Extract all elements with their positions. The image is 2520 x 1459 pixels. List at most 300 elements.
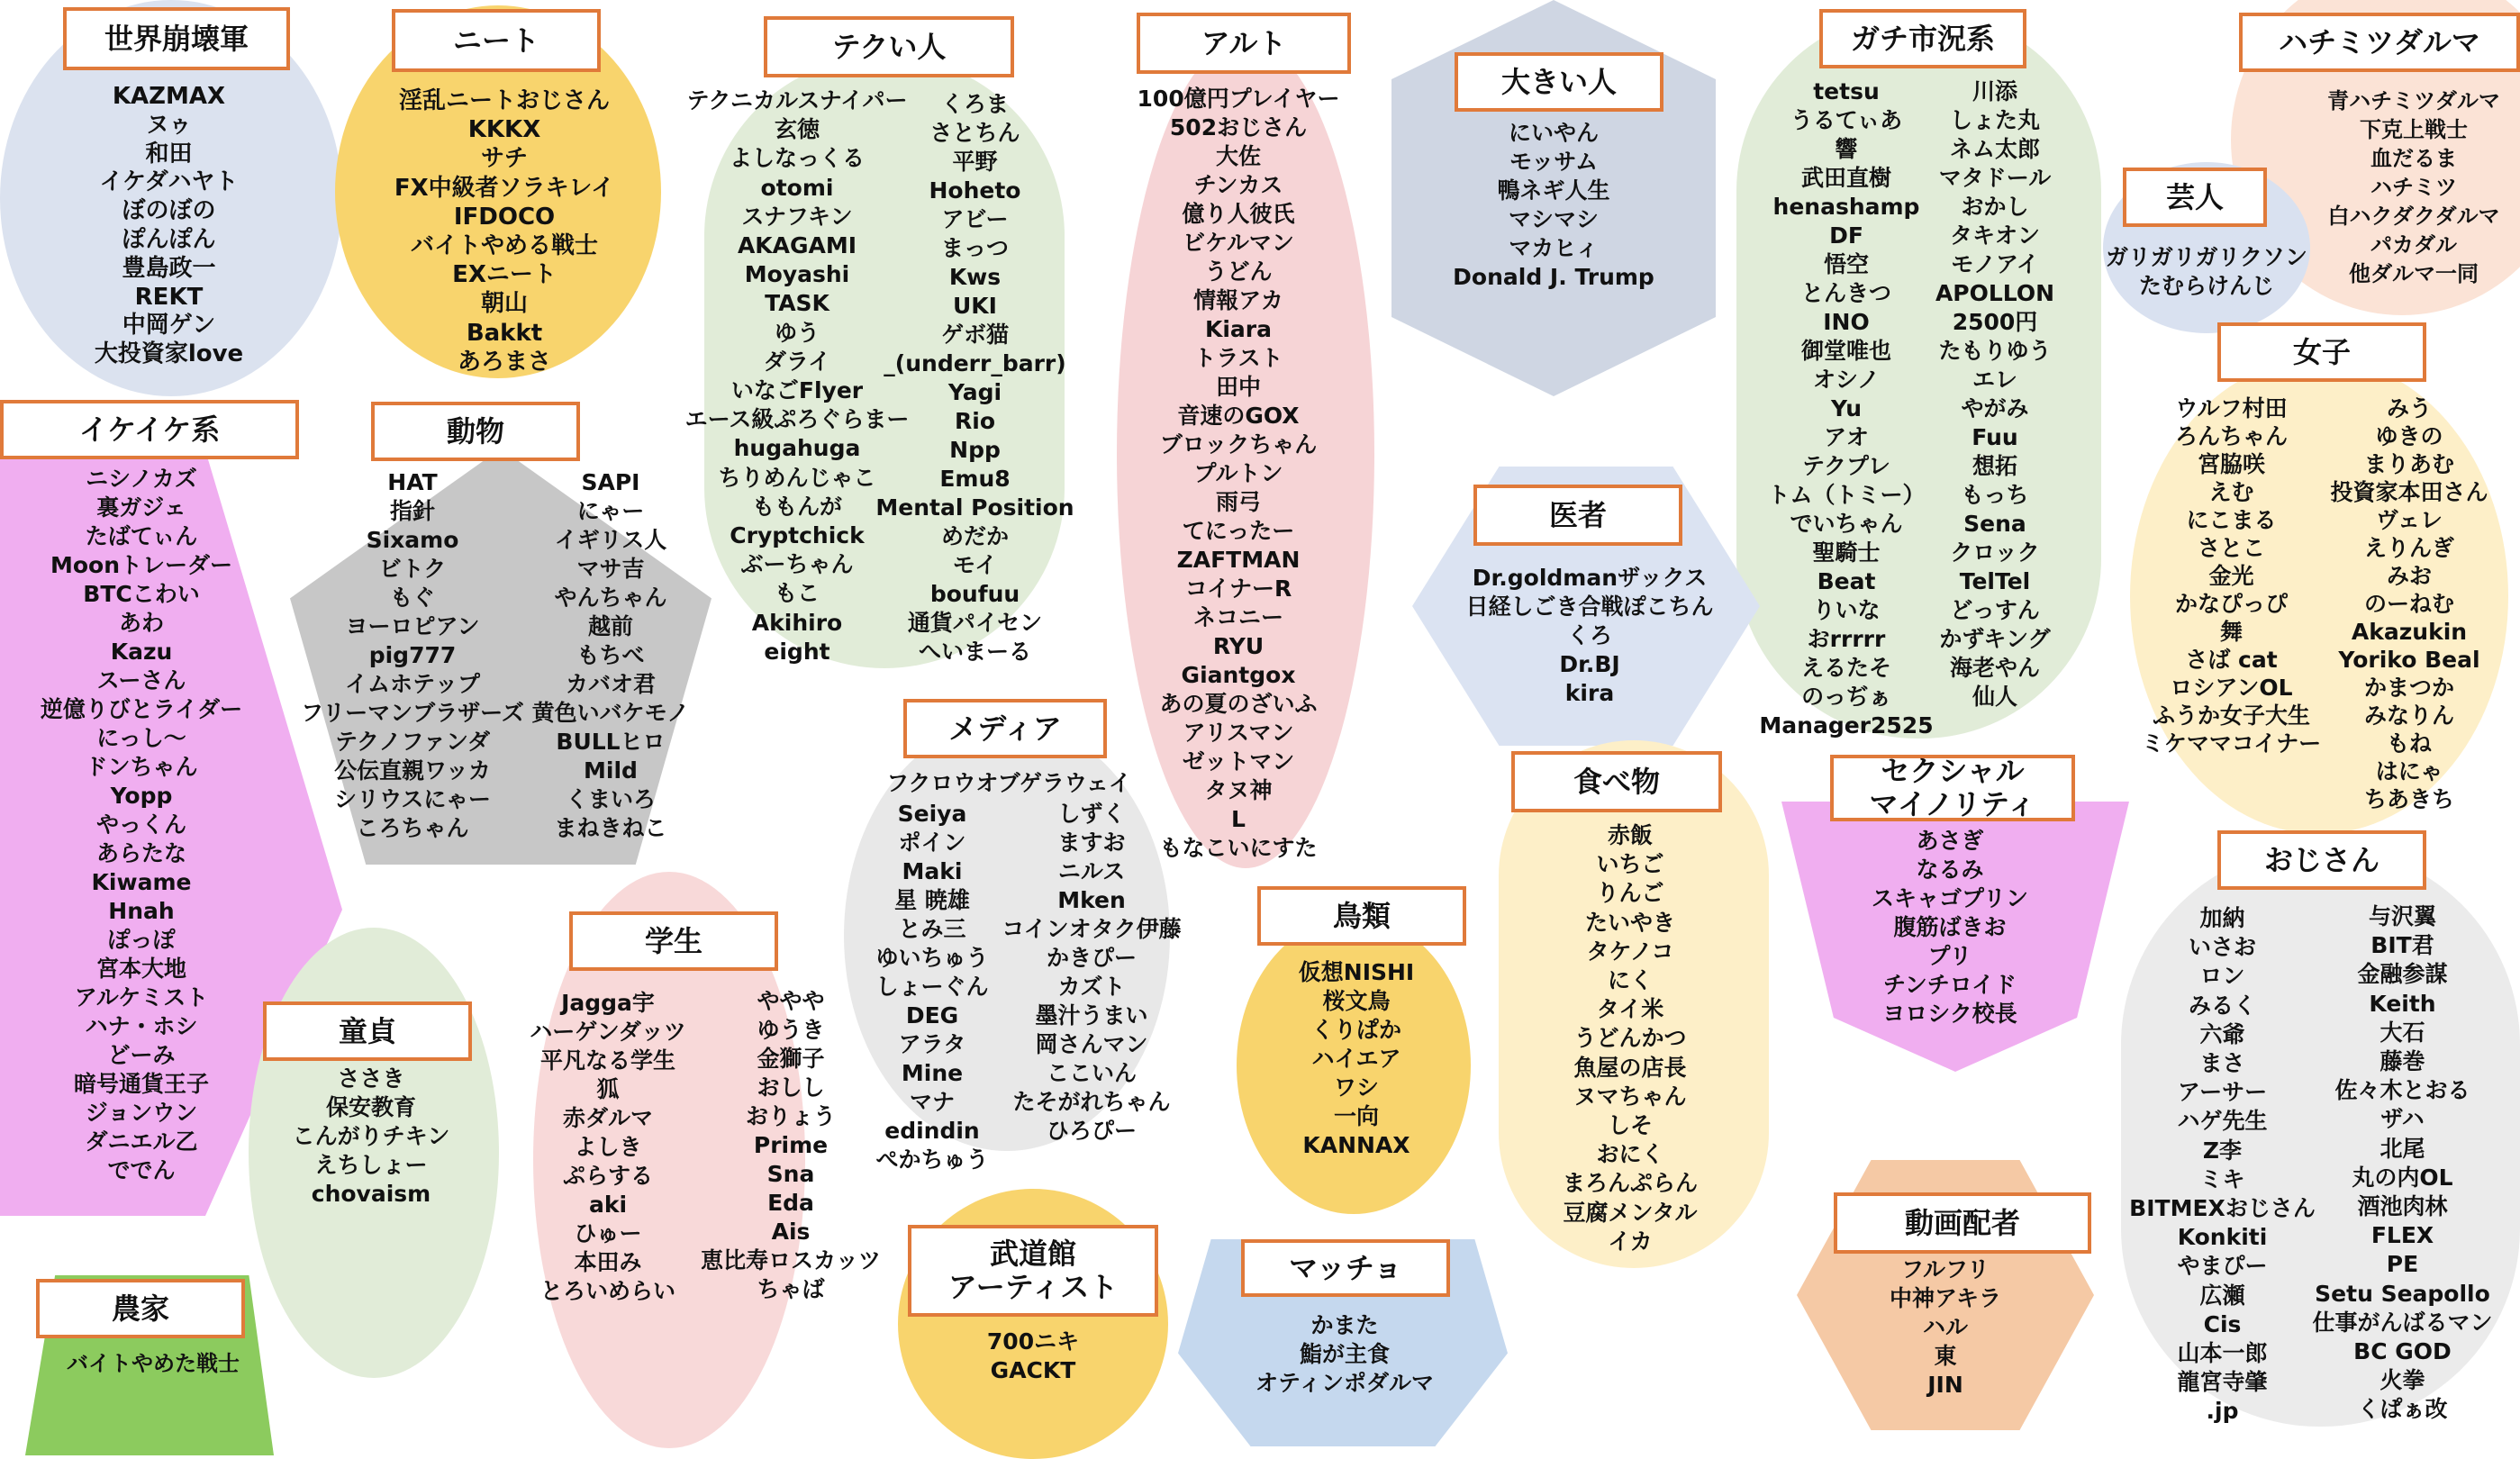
member-name: ますお	[1057, 829, 1126, 856]
member-name: chovaism	[311, 1181, 431, 1207]
member-name: ハゲ先生	[2177, 1108, 2268, 1135]
member-name: とろいめらい	[539, 1278, 675, 1304]
member-name: テクプレ	[1801, 453, 1890, 479]
member-name: 他ダルマ一同	[2349, 261, 2479, 286]
member-name: ミケママコイナー	[2141, 730, 2322, 757]
member-name: Dr.goldmanザックス	[1472, 565, 1708, 591]
member-name: ぼのぼの	[122, 197, 216, 225]
member-name: ハイエア	[1311, 1046, 1401, 1072]
member-name: ふうか女子大生	[2152, 702, 2310, 729]
member-name: くろ	[1566, 622, 1612, 648]
member-name: ダニエル乙	[85, 1128, 198, 1155]
member-name: マサ吉	[576, 556, 645, 582]
member-name: かまつか	[2363, 675, 2454, 701]
member-name: アラタ	[898, 1031, 966, 1057]
member-name: よしき	[574, 1134, 642, 1160]
member-name: ぽんぽん	[122, 225, 216, 253]
member-name: オティンポダルマ	[1255, 1370, 1434, 1396]
member-name: BITMEXおじさん	[2129, 1195, 2316, 1222]
member-name: 桜文鳥	[1322, 988, 1391, 1014]
member-name: のっぢぁ	[1801, 684, 1891, 710]
group-gachi-members	[1759, 77, 1934, 740]
member-name: ろんちゃん	[2174, 423, 2288, 449]
member-name: 火拳	[2379, 1367, 2425, 1394]
member-name: edindin	[884, 1118, 980, 1144]
member-name: とんきつ	[1800, 280, 1891, 306]
member-name: 加納	[2199, 905, 2245, 931]
member-name: Kazu	[110, 639, 173, 665]
member-name: スーさん	[96, 667, 186, 693]
member-name: 暗号通貨王子	[73, 1071, 209, 1097]
member-name: かまた	[1310, 1312, 1379, 1338]
member-name: 腹筋ばきお	[1893, 914, 2007, 940]
member-name: kira	[1564, 680, 1615, 706]
group-sekai-title: 世界崩壊軍	[63, 7, 290, 70]
member-name: ロシアンOL	[2170, 675, 2293, 701]
member-name: 墨汁うまい	[1035, 1002, 1148, 1029]
member-name: たむらけんじ	[2138, 273, 2274, 299]
member-name: 御堂唯也	[1800, 338, 1891, 364]
member-name: もちべ	[576, 642, 645, 668]
member-name: でいちゃん	[1790, 511, 1903, 537]
member-name: EXニート	[452, 261, 557, 289]
member-name: IFDOCO	[453, 203, 556, 231]
member-name: おかし	[1961, 194, 2029, 220]
member-name: Yopp	[110, 783, 173, 809]
member-name: 大石	[2379, 1019, 2425, 1046]
member-name: BIT君	[2370, 932, 2434, 959]
member-name: ニルス	[1057, 858, 1126, 884]
group-ikekei-title: イケイケ系	[0, 400, 299, 459]
member-name: KANNAX	[1302, 1132, 1410, 1158]
member-name: やがみ	[1961, 395, 2029, 421]
member-name: 魚屋の店長	[1573, 1054, 1687, 1081]
member-name: 東	[1934, 1343, 1957, 1369]
member-name: BTCこわい	[83, 581, 200, 607]
member-name: タヌ神	[1204, 777, 1273, 803]
member-name: 血だるま	[2370, 146, 2457, 171]
member-name: 黄色いバケモノ	[531, 700, 690, 726]
member-name: ネコニー	[1192, 604, 1283, 630]
member-name: ハチミツ	[2370, 175, 2457, 200]
member-name: くろま	[940, 91, 1009, 117]
member-name: 大佐	[1215, 143, 1261, 169]
member-name: テクノファンダ	[334, 729, 490, 755]
group-tekujin-title: テクい人	[764, 16, 1014, 77]
member-name: 白ハクダクダルマ	[2327, 204, 2500, 229]
member-name: なるみ	[1916, 856, 1984, 883]
member-name: Prime	[753, 1132, 829, 1158]
group-gakusei-title: 学生	[569, 911, 778, 971]
member-name: 億り人彼氏	[1182, 201, 1295, 227]
member-name: さば cat	[2185, 647, 2278, 673]
member-name: ジョンウン	[85, 1100, 198, 1126]
member-name: Kws	[948, 264, 1002, 290]
member-name: 仕事がんばるマン	[2312, 1309, 2493, 1336]
member-name: 北尾	[2379, 1135, 2425, 1162]
member-name: 金獅子	[757, 1046, 825, 1072]
member-name: 502おじさん	[1169, 114, 1308, 140]
member-name: ザハ	[2380, 1106, 2425, 1133]
member-name: 藤巻	[2379, 1048, 2425, 1075]
member-name: ここいん	[1046, 1060, 1137, 1086]
member-name: やんちゃん	[554, 585, 667, 611]
member-name: タイ米	[1596, 996, 1664, 1023]
member-name: 岡さんマン	[1035, 1031, 1148, 1057]
member-name: めだか	[940, 523, 1009, 549]
member-name: GACKT	[990, 1357, 1076, 1383]
member-name: 音速のGOX	[1177, 403, 1300, 429]
group-hachi-members	[2306, 86, 2520, 288]
member-name: かきぴー	[1046, 945, 1137, 971]
member-name: えりんぎ	[2363, 535, 2454, 561]
group-isha-members	[1441, 564, 1738, 708]
group-ojisan-title: おじさん	[2217, 830, 2426, 890]
member-name: アリスマン	[1183, 720, 1294, 746]
member-name: 大投資家love	[94, 340, 244, 368]
member-name: 裏ガジェ	[96, 494, 186, 521]
member-name: 朝山	[480, 290, 528, 318]
member-name: まろんぷらん	[1562, 1170, 1698, 1197]
group-joshi-title: 女子	[2217, 322, 2426, 382]
member-name: エース級ぷろぐらまー	[684, 406, 910, 433]
member-name: SAPI	[581, 469, 640, 495]
member-name: ぶーちゃん	[740, 551, 854, 578]
member-name: サチ	[480, 145, 528, 173]
member-name: 龍宮寺肇	[2177, 1369, 2268, 1396]
member-name: もぐ	[389, 585, 435, 611]
member-name: とみ三	[898, 916, 966, 942]
member-name: テクニカルスナイパー	[686, 87, 908, 113]
member-name: バイトやめる戦士	[410, 232, 598, 260]
member-name: INO	[1823, 309, 1870, 335]
member-name: 六爺	[2199, 1020, 2245, 1047]
group-douga-title: 動画配者	[1834, 1192, 2091, 1254]
member-name: Mine	[901, 1060, 964, 1086]
member-name: 玄徳	[774, 116, 820, 143]
member-name: みう	[2386, 395, 2432, 421]
member-name: 舞	[2219, 619, 2243, 645]
member-name: はにゃ	[2375, 758, 2443, 784]
member-name: 広瀬	[2199, 1282, 2245, 1309]
member-name: Moonトレーダー	[50, 552, 233, 578]
member-name: どーみ	[107, 1042, 176, 1068]
member-name: Maki	[902, 858, 963, 884]
member-name: pig777	[368, 642, 457, 668]
member-name: いさお	[2188, 934, 2256, 961]
member-name: うるてぃあ	[1790, 107, 1903, 133]
member-name: 越前	[587, 613, 633, 639]
group-doubutsu-members	[286, 468, 539, 843]
member-name: フリーマンブラザーズ	[301, 700, 524, 726]
member-name: モイ	[952, 552, 998, 578]
member-name: もっち	[1961, 482, 2029, 508]
member-name: にこまる	[2186, 507, 2277, 533]
member-name: FLEX	[2370, 1222, 2434, 1249]
member-name: 豆腐メンタル	[1563, 1199, 1698, 1226]
member-name: ゆうき	[757, 1017, 825, 1043]
member-name: 想拓	[1972, 453, 2017, 479]
member-name: Hnah	[108, 898, 175, 924]
member-name: まっつ	[940, 235, 1009, 261]
member-name: Keith	[2369, 990, 2436, 1017]
member-name: もね	[2386, 730, 2432, 757]
member-name: 中神アキラ	[1889, 1285, 2001, 1311]
member-name: Giantgox	[1181, 662, 1296, 688]
member-name: 響	[1835, 136, 1858, 162]
member-name: オシノ	[1812, 367, 1880, 393]
member-name: UKI	[953, 293, 997, 319]
member-name: FX中級者ソラキレイ	[394, 174, 615, 202]
member-name: ひろぴー	[1046, 1118, 1137, 1144]
member-name: ひゅー	[574, 1220, 642, 1246]
member-name: えむ	[2208, 479, 2254, 505]
member-name: 和田	[145, 140, 193, 168]
member-name: しずく	[1057, 801, 1126, 827]
member-name: カバオ君	[565, 671, 656, 697]
member-name: PE	[2386, 1251, 2419, 1278]
member-name: ポイン	[898, 829, 966, 856]
member-name: もなこいにすた	[1159, 835, 1318, 861]
member-name: Yu	[1830, 395, 1863, 421]
member-name: トム（トミー）	[1767, 482, 1926, 508]
member-name: ゆきの	[2375, 423, 2443, 449]
member-name: かずキング	[1939, 626, 2051, 652]
group-geinin-title: 芸人	[2123, 168, 2267, 227]
group-geinin-members	[2103, 243, 2310, 301]
member-name: 情報アカ	[1193, 287, 1283, 313]
group-macho-title: マッチョ	[1241, 1239, 1450, 1297]
member-name: ハーゲンダッツ	[530, 1019, 686, 1045]
member-name: くまいろ	[565, 786, 656, 812]
group-tabemono-members	[1522, 821, 1738, 1256]
member-name: どっすん	[1950, 597, 2040, 623]
member-name: eight	[764, 638, 830, 665]
member-name: トラスト	[1193, 345, 1283, 371]
member-name: おrrrrr	[1807, 626, 1886, 652]
member-name: Eda	[767, 1190, 814, 1216]
member-name: みお	[2386, 563, 2432, 589]
member-name: あの夏のざいふ	[1159, 691, 1318, 717]
member-name: まりあむ	[2363, 451, 2454, 477]
member-name: ころちゃん	[356, 815, 469, 841]
member-name: Cryptchick	[730, 522, 865, 549]
group-macho-members	[1232, 1311, 1457, 1398]
member-name: にゃー	[576, 498, 645, 524]
member-name: ヨロシク校長	[1882, 1001, 2017, 1027]
member-name: Konkiti	[2177, 1224, 2268, 1251]
member-name: 海老やん	[1949, 655, 2040, 681]
group-media-title: メディア	[903, 699, 1107, 758]
member-name: にっし～	[96, 725, 186, 751]
member-name: Jagga宇	[561, 990, 655, 1016]
member-name: Sixamo	[366, 527, 459, 553]
member-name: 田中	[1215, 374, 1261, 400]
member-name: みるく	[2188, 992, 2256, 1019]
member-name: こんがりチキン	[292, 1123, 450, 1149]
member-name: Donald J. Trump	[1453, 264, 1654, 290]
member-name: ワシ	[1333, 1074, 1379, 1101]
group-tabemono-title: 食べ物	[1511, 751, 1722, 812]
member-name: おにく	[1596, 1141, 1664, 1168]
member-name: 仙人	[1972, 684, 2017, 710]
group-gachi-title: ガチ市況系	[1819, 9, 2026, 68]
member-name: 淫乱ニートおじさん	[398, 87, 610, 114]
member-name: さとこ	[2197, 535, 2265, 561]
member-name: 丸の内OL	[2352, 1164, 2453, 1191]
member-name: Seiya	[897, 801, 967, 827]
member-name: カズト	[1057, 974, 1126, 1000]
group-doubutsu-title: 動物	[371, 402, 580, 461]
group-sexual-title: セクシャル マイノリティ	[1830, 755, 2075, 821]
member-name: ゆいちゅう	[875, 945, 989, 971]
group-dotei-title: 童貞	[263, 1001, 472, 1061]
member-name: Yagi	[947, 379, 1002, 405]
group-gachi-members	[1914, 77, 2076, 711]
member-name: 平凡なる学生	[539, 1047, 675, 1074]
member-name: あわ	[118, 610, 164, 636]
member-name: DEG	[905, 1002, 959, 1029]
member-name: 指針	[389, 498, 435, 524]
member-name: TASK	[765, 290, 829, 317]
member-name: Sna	[766, 1161, 815, 1187]
member-name: 赤飯	[1607, 822, 1653, 848]
group-isha-title: 医者	[1473, 485, 1682, 546]
member-name: hugahuga	[733, 435, 861, 462]
member-name: ドンちゃん	[85, 754, 198, 780]
member-name: ビトク	[378, 556, 447, 582]
member-name: 保安教育	[325, 1094, 416, 1120]
member-name: イカ	[1608, 1228, 1653, 1255]
member-name: さとちん	[929, 120, 1020, 146]
group-douga-members	[1837, 1255, 2053, 1400]
member-name: 鮨が主食	[1299, 1341, 1390, 1367]
member-name: 投資家本田さん	[2330, 479, 2488, 505]
member-name: モッサム	[1509, 149, 1598, 175]
group-choru-members	[1248, 958, 1464, 1160]
member-name: 武田直樹	[1800, 165, 1891, 191]
member-name: ぽっぽ	[107, 927, 176, 953]
member-name: Rio	[955, 408, 995, 434]
group-nouka-title: 農家	[36, 1279, 245, 1338]
member-name: たばてぃん	[85, 523, 198, 549]
member-name: ももんが	[751, 493, 842, 520]
member-name: くぱぁ改	[2357, 1396, 2448, 1423]
member-name: Yoriko Beal	[2338, 647, 2480, 673]
member-name: くりぱか	[1310, 1017, 1401, 1043]
member-name: DF	[1829, 222, 1863, 249]
member-name: ででん	[107, 1157, 176, 1183]
group-ookii-members	[1441, 119, 1666, 292]
member-name: 700ニキ	[986, 1328, 1080, 1355]
member-name: ちゃば	[757, 1276, 825, 1302]
member-name: Moyashi	[744, 261, 850, 288]
member-name: うどん	[1204, 258, 1273, 285]
member-name: ぷらする	[562, 1163, 653, 1189]
member-name: ウルフ村田	[2175, 395, 2288, 421]
member-name: henashamp	[1772, 194, 1920, 220]
member-name: いちご	[1596, 851, 1664, 878]
member-name: えるたそ	[1800, 655, 1891, 681]
group-neet-members	[360, 86, 648, 376]
member-name: RYU	[1212, 633, 1265, 659]
member-name: タキオン	[1949, 222, 2040, 249]
member-name: 宮本大地	[95, 956, 186, 982]
member-name: 狐	[596, 1076, 620, 1102]
group-ikekei-members	[20, 465, 263, 1185]
member-name: 下克上戦士	[2360, 117, 2468, 142]
member-name: りんご	[1596, 880, 1664, 907]
member-name: ヨーロピアン	[345, 613, 480, 639]
member-name: マカヒィ	[1509, 235, 1599, 261]
member-name: チンカス	[1193, 172, 1283, 198]
member-name: まさ	[2199, 1050, 2245, 1077]
member-name: おりょう	[745, 1103, 836, 1129]
member-name: boufuu	[929, 581, 1020, 607]
member-name: たそがれちゃん	[1012, 1089, 1171, 1115]
member-name: あらたな	[95, 840, 186, 866]
member-name: Kiara	[1204, 316, 1272, 342]
member-name: アビー	[941, 206, 1009, 232]
group-ookii-title: 大きい人	[1455, 52, 1663, 112]
member-name: ゲボ猫	[940, 322, 1009, 348]
member-name: 豊島政一	[122, 254, 216, 282]
member-name: やっくん	[95, 811, 186, 838]
member-name: コインオタク伊藤	[1002, 916, 1182, 942]
member-name: 鴨ネギ人生	[1497, 177, 1610, 204]
group-ojisan-members	[2292, 902, 2513, 1425]
member-name: ゼットマン	[1182, 748, 1295, 775]
member-name: 雨弓	[1215, 489, 1261, 515]
member-name: 山本一郎	[2177, 1340, 2268, 1367]
member-name: うどんかつ	[1573, 1025, 1687, 1052]
member-name: APOLLON	[1935, 280, 2055, 306]
member-name: フルフリ	[1900, 1256, 1990, 1282]
group-joshi-members	[2301, 394, 2517, 813]
member-name: 平野	[952, 149, 998, 175]
member-name: コイナーR	[1184, 575, 1292, 602]
member-name: てにったー	[1182, 518, 1295, 544]
member-name: ビケルマン	[1183, 230, 1294, 256]
member-name: Akazukin	[2351, 619, 2468, 645]
member-name: バイトやめた戦士	[67, 1351, 240, 1376]
member-name: tetsu	[1813, 78, 1880, 104]
member-name: Mild	[584, 757, 638, 784]
member-name: にく	[1607, 967, 1653, 994]
group-dotei-members	[263, 1065, 479, 1209]
member-name: マタドール	[1938, 165, 2052, 191]
member-name: REKT	[134, 283, 204, 311]
member-name: Sena	[1963, 511, 2026, 537]
member-name: マシマシ	[1508, 206, 1599, 232]
member-name: 赤ダルマ	[562, 1105, 653, 1131]
member-name: 日経しごき合戦ぽこちん	[1465, 594, 1714, 620]
member-name: BULLヒロ	[556, 729, 666, 755]
member-name: アオ	[1824, 424, 1869, 450]
group-media-members	[856, 769, 1162, 798]
member-name: ハナ・ホシ	[85, 1013, 198, 1039]
group-budokan-title: 武道館 アーティスト	[908, 1225, 1158, 1317]
member-name: イギリス人	[554, 527, 667, 553]
group-doubutsu-members	[521, 468, 701, 843]
group-budokan-members	[920, 1328, 1146, 1385]
member-name: ヌゥ	[146, 111, 192, 139]
member-name: 一向	[1333, 1103, 1379, 1129]
member-name: ヌマちゃん	[1573, 1083, 1687, 1110]
member-name: 与沢翼	[2368, 903, 2436, 929]
member-name: クロック	[1950, 539, 2040, 566]
member-name: イケダハヤト	[99, 168, 239, 196]
